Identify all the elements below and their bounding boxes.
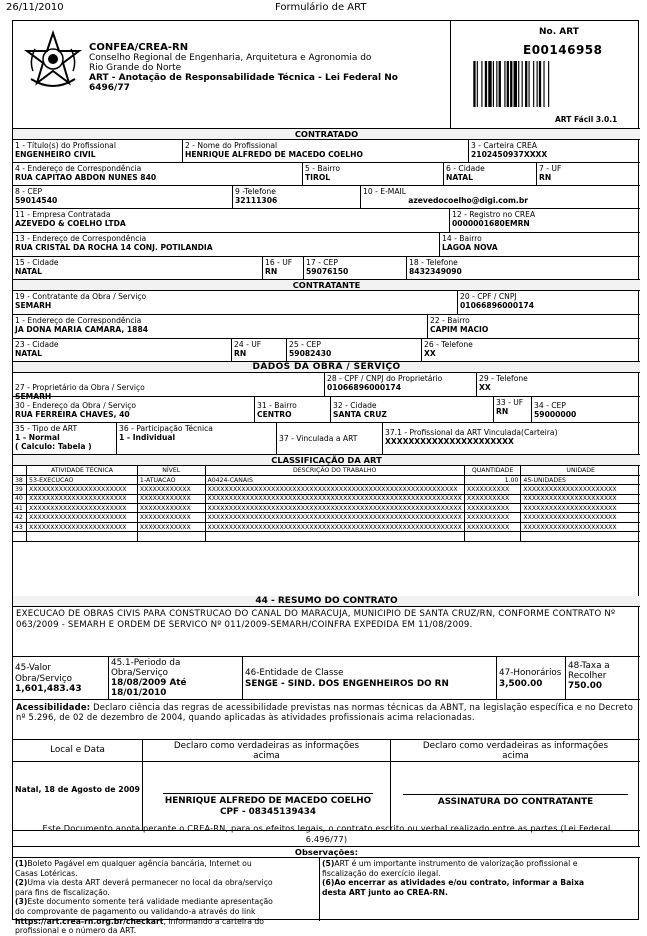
org-name: CONFEA/CREA-RN: [89, 42, 189, 53]
field-registro-crea: 12 - Registro no CREA 0000001680EMRN: [450, 209, 640, 233]
field-periodo: 45.1-Periodo da Obra/Serviço 18/08/2009 Até 18/01/2010: [109, 657, 243, 700]
barcode-bar: [510, 61, 512, 107]
acessibilidade-block: [13, 700, 640, 740]
section-contratante: CONTRATANTE: [13, 280, 640, 291]
table-row: 38 53-EXECUCAO 1-ATUACAO A0424-CANAIS 1.00 45-UNIDADES: [13, 475, 640, 484]
field-nome-profissional: 2 - Nome do Profissional HENRIQUE ALFREDO DE MACEDO COELHO: [183, 140, 469, 163]
col-unidade: UNIDADE: [521, 466, 640, 475]
table-row: 41 XXXXXXXXXXXXXXXXXXXXXXX XXXXXXXXXXXX XXXXXXXXXXXXXXXXXXXXXXXXXXXXXXXXXXXXXXXXXXXXXXXXXXXXXXXXXXXX XXXXXXXXXX XXXXXXXXXXXXXXXXXXXXXX: [13, 504, 640, 513]
table-header: [13, 466, 640, 475]
field-cidade: 6 - Cidade NATAL: [444, 163, 537, 186]
atividades-table: [13, 466, 640, 542]
barcode-bar: [473, 61, 475, 107]
org-desc-1: Conselho Regional de Engenharia, Arquitetura e Agronomia do: [89, 53, 372, 63]
field-cpf-proprietario: 28 - CPF / CNPJ do Proprietário 01066896000174: [325, 373, 477, 397]
field-bairro-empresa: 14 - Bairro LAGOA NOVA: [440, 233, 640, 257]
barcode-bar: [522, 61, 523, 107]
field-cpf-cnpj: 20 - CPF / CNPJ 01066896000174: [458, 291, 640, 315]
table-row: 43 XXXXXXXXXXXXXXXXXXXXXXX XXXXXXXXXXXX XXXXXXXXXXXXXXXXXXXXXXXXXXXXXXXXXXXXXXXXXXXXXXXXXXXXXXXXXXXX XXXXXXXXXX XXXXXXXXXXXXXXXXXXXXXX: [13, 522, 640, 531]
field-cep: 8 - CEP 59014540: [13, 186, 233, 209]
nota-legal: Este Documento anota perante o CREA-RN, para os efeitos legais, o contrato escrito ou verbal realizado entre as partes (Lei Federal 6.496/77): [13, 821, 640, 847]
barcode-bar: [528, 61, 529, 107]
barcode-bar: [543, 61, 544, 107]
barcode-bar: [539, 61, 541, 107]
field-valor: 45-Valor Obra/Serviço 1,601,483.43: [13, 657, 109, 700]
field-tipo-art: 35 - Tipo de ART 1 - Normal ( Calculo: Tabela ): [13, 423, 117, 455]
barcode-bar: [488, 61, 491, 107]
barcode-bar: [548, 61, 549, 107]
field-prof-vinculada: 37.1 - Profissional da ART Vinculada(Carteira) XXXXXXXXXXXXXXXXXXXXXX: [383, 423, 640, 455]
col-atividade: ATIVIDADE TÉCNICA: [27, 466, 138, 475]
field-uf-obra: 33 - UF RN: [494, 397, 532, 423]
field-bairro-contratante: 22 - Bairro CAPIM MACIO: [428, 315, 640, 339]
doc-title-1: ART - Anotação de Responsabilidade Técnica - Lei Federal No: [89, 73, 398, 83]
field-endereco: 4 - Endereço de Correspondência RUA CAPITAO ABDON NUNES 840: [13, 163, 303, 186]
field-participacao: 36 - Participação Técnica 1 - Individual: [117, 423, 277, 455]
field-taxa: 48-Taxa a Recolher 750.00: [566, 657, 640, 700]
local-data-label: Local e Data: [13, 740, 143, 762]
signature-line-contratante: [403, 794, 628, 795]
field-uf: 7 - UF RN: [537, 163, 640, 186]
barcode-bar: [485, 61, 487, 107]
field-uf-contratante: 24 - UF RN: [232, 339, 287, 362]
barcode-bar: [537, 61, 538, 107]
field-endereco-empresa: 13 - Endereço de Correspondência RUA CRISTAL DA ROCHA 14 CONJ. POTILANDIA: [13, 233, 440, 257]
acessibilidade-text: Declaro ciência das regras de acessibilidade previstas nas normas técnicas da ABNT, na legislação específica e no Decreto nº 5.296, de 02 de dezembro de 2004, quando aplicadas às atividades profissionais acima relacionadas.: [16, 702, 634, 723]
section-contratado: CONTRATADO: [13, 129, 640, 140]
field-entidade: 46-Entidade de Classe SENGE - SIND. DOS ENGENHEIROS DO RN: [243, 657, 497, 700]
table-row: 42 XXXXXXXXXXXXXXXXXXXXXXX XXXXXXXXXXXX XXXXXXXXXXXXXXXXXXXXXXXXXXXXXXXXXXXXXXXXXXXXXXXXXXXXXXXXXXXX XXXXXXXXXX XXXXXXXXXXXXXXXXXXXXXX: [13, 513, 640, 522]
field-telefone: 9 -Telefone 32111306: [233, 186, 361, 209]
assinatura-contratante-label: ASSINATURA DO CONTRATANTE: [437, 797, 594, 807]
field-uf-empresa: 16 - UF RN: [263, 257, 304, 280]
field-cidade-obra: 32 - Cidade SANTA CRUZ: [331, 397, 494, 423]
header-org-box: [13, 21, 451, 129]
field-proprietario: 27 - Proprietário da Obra / Serviço SEMARH: [13, 373, 325, 397]
section-observacoes: Observações:: [13, 847, 640, 858]
field-vinculada: 37 - Vinculada a ART: [277, 423, 383, 455]
barcode-bar: [507, 61, 509, 107]
field-telefone-empresa: 18 - Telefone 8432349090: [407, 257, 640, 280]
art-form: [12, 20, 639, 936]
barcode-bar: [496, 61, 497, 107]
col-nivel: NÍVEL: [137, 466, 205, 475]
acessibilidade-label: Acessibilidade:: [16, 702, 91, 712]
field-carteira-crea: 3 - Carteira CREA 2102450937XXXX: [469, 140, 640, 163]
barcode-bar: [518, 61, 519, 107]
checkart-link[interactable]: https://art.crea-rn.org.br/checkart: [15, 916, 164, 926]
field-endereco-contratante: 1 - Endereço de Correspondência JA DONA MARIA CAMARA, 1884: [13, 315, 428, 339]
barcode-bar: [514, 61, 517, 107]
org-info: [89, 43, 444, 93]
section-resumo: 44 - RESUMO DO CONTRATO: [13, 596, 640, 607]
software-version: ART Fácil 3.0.1: [555, 115, 618, 124]
table-row: 40 XXXXXXXXXXXXXXXXXXXXXXX XXXXXXXXXXXX XXXXXXXXXXXXXXXXXXXXXXXXXXXXXXXXXXXXXXXXXXXXXXXXXXXXXXXXXXXX XXXXXXXXXX XXXXXXXXXXXXXXXXXXXXXX: [13, 494, 640, 503]
section-dados-obra: DADOS DA OBRA / SERVIÇO: [13, 362, 640, 373]
barcode-icon: [471, 61, 581, 107]
signature-line-profissional: [163, 793, 373, 794]
declaro-contratante: Declaro como verdadeiras as informações acima: [391, 740, 640, 762]
coat-of-arms-icon: [23, 31, 83, 93]
observacoes-left: (1)Boleto Pagável em qualquer agência bancária, Internet ou Casas Lotéricas. (2)Uma via desta ART deverá permanecer no local da obra/serviço para fins de fiscalização. (3)Este documento somente terá validade mediante apresentação do comprovante de pagamento ou validando-a através do link https://art.crea-rn.org.br/checkart, informando a carteira do profissional e o número da ART.: [15, 859, 273, 936]
field-cidade-empresa: 15 - Cidade NATAL: [13, 257, 263, 280]
field-empresa: 11 - Empresa Contratada AZEVEDO & COELHO LTDA: [13, 209, 450, 233]
col-quantidade: QUANTIDADE: [464, 466, 521, 475]
profissional-nome: HENRIQUE ALFREDO DE MACEDO COELHO: [164, 796, 372, 806]
table-row-empty: [13, 532, 640, 541]
field-cep-obra: 34 - CEP 59000000: [532, 397, 640, 423]
barcode-bar: [525, 61, 527, 107]
profissional-cpf: CPF - 08345139434: [219, 807, 317, 817]
field-cep-empresa: 17 - CEP 59076150: [304, 257, 407, 280]
field-endereco-obra: 30 - Endereço da Obra / Serviço RUA FERREIRA CHAVES, 40: [13, 397, 255, 423]
field-contratante: 19 - Contratante da Obra / Serviço SEMARH: [13, 291, 458, 315]
barcode-bar: [499, 61, 501, 107]
field-cep-contratante: 25 - CEP 59082430: [287, 339, 422, 362]
print-date: 26/11/2010: [6, 2, 64, 13]
no-art-label: No. ART: [539, 27, 579, 37]
declaro-profissional: Declaro como verdadeiras as informações acima: [143, 740, 391, 762]
field-bairro-obra: 31 - Bairro CENTRO: [255, 397, 331, 423]
field-cidade-contratante: 23 - Cidade NATAL: [13, 339, 232, 362]
org-desc-2: Rio Grande do Norte: [89, 63, 182, 73]
observacoes-right: (5)ART é um importante instrumento de valorização profissional e fiscalização do exercício ilegal. (6)Ao encerrar as atividades e/ou contrato, informar a Baixa desta ART junto ao CREA-RN.: [322, 859, 585, 897]
barcode-bar: [481, 61, 482, 107]
field-bairro: 5 - Bairro TIROL: [303, 163, 444, 186]
field-honorarios: 47-Honorários 3,500.00: [497, 657, 566, 700]
field-telefone-proprietario: 29 - Telefone XX: [477, 373, 640, 397]
field-titulo: 1 - Título(s) do Profissional ENGENHEIRO CIVIL: [13, 140, 183, 163]
table-row: 39 XXXXXXXXXXXXXXXXXXXXXXX XXXXXXXXXXXX XXXXXXXXXXXXXXXXXXXXXXXXXXXXXXXXXXXXXXXXXXXXXXXXXXXXXXXXXXX XXXXXXXXXX XXXXXXXXXXXXXXXXXXXXXX: [13, 485, 640, 494]
barcode-bar: [533, 61, 534, 107]
col-descricao: DESCRIÇÃO DO TRABALHO: [205, 466, 464, 475]
resumo-text: EXECUCAO DE OBRAS CIVIS PARA CONSTRUCAO DO CANAL DO MARACUJA, MUNICIPIO DE SANTA CRUZ/RN, CONFORME CONTRATO Nº 063/2009 - SEMARH E ORDEM DE SERVICO Nº 011/2009-SEMARH/COINFRA EXPEDIDA EM 11/08/2009.: [13, 607, 640, 657]
barcode-bar: [504, 61, 505, 107]
section-classificacao: CLASSIFICAÇÃO DA ART: [13, 455, 640, 466]
barcode-bar: [493, 61, 494, 107]
doc-title-2: 6496/77: [89, 83, 130, 93]
local-data-cell: Natal, 18 de Agosto de 2009: [13, 762, 143, 830]
barcode-bar: [477, 61, 478, 107]
no-art-value: E00146958: [523, 43, 603, 57]
field-email: 10 - E-MAIL azevedocoelho@digi.com.br: [361, 186, 640, 209]
field-telefone-contratante: 26 - Telefone XX: [422, 339, 640, 362]
page-title: Formulário de ART: [275, 2, 367, 13]
